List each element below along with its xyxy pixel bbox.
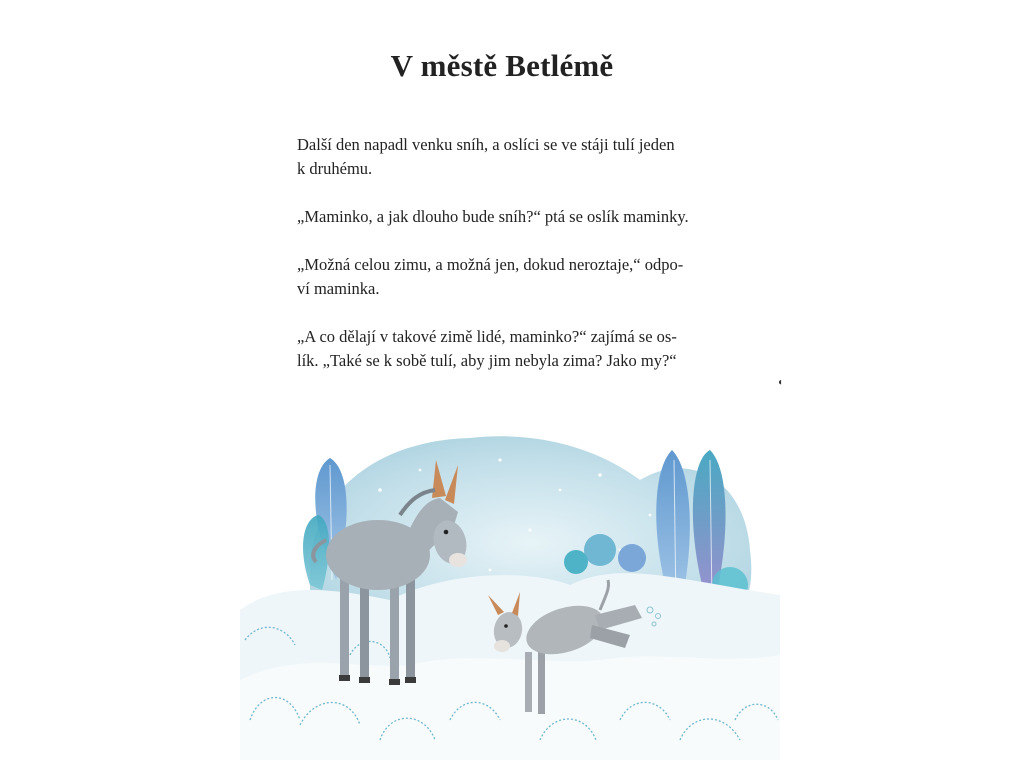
paragraph-4-line-2: lík. „Také se k sobě tulí, aby jim nebyla zima? Jako my?“	[297, 351, 677, 370]
paragraph-1	[297, 133, 717, 181]
story-text	[297, 133, 717, 397]
snow-hill-front	[240, 655, 780, 760]
paragraph-1-line-2: k druhému.	[297, 159, 373, 178]
paragraph-3-line-2: ví maminka.	[297, 279, 380, 298]
paragraph-3	[297, 253, 717, 301]
paragraph-1-line-1: Další den napadl venku sníh, a oslíci se ve stáji tulí jeden	[297, 135, 675, 154]
paragraph-4	[297, 325, 717, 373]
paragraph-2	[297, 205, 717, 229]
margin-mark-icon: ◖	[777, 377, 784, 388]
paragraph-4-line-1: „A co dělají v takové zimě lidé, maminko?“ zajímá se os-	[297, 327, 677, 346]
paragraph-2-line-1: „Maminko, a jak dlouho bude sníh?“ ptá se oslík maminky.	[297, 207, 689, 226]
page-title: V městě Betlémě	[390, 48, 614, 83]
paragraph-3-line-1: „Možná celou zimu, a možná jen, dokud neroztaje,“ odpo-	[297, 255, 684, 274]
donkey-snow-illustration	[240, 420, 780, 760]
